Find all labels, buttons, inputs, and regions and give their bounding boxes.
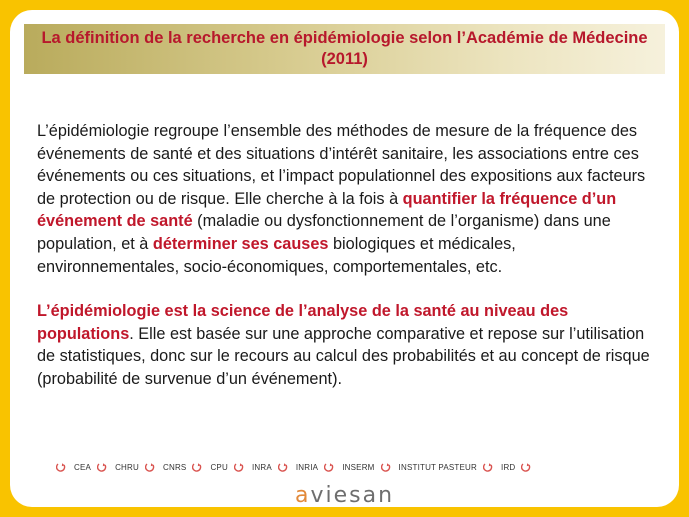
paragraph1-text2: (maladie ou dysfonctionnement de l’organisme) dans une population, et à <box>37 212 611 253</box>
slide-title: La définition de la recherche en épidémiologie selon l’Académie de Médecine (2011) <box>41 29 648 68</box>
partner-arrow-icon <box>521 462 531 472</box>
partner-name: INSTITUT PASTEUR <box>398 462 478 472</box>
paragraph1-text1: L’épidémiologie regroupe l’ensemble des méthodes de mesure de la fréquence des événements de santé et des situations d’intérêt sanitaire, les associations entre ces événements ou ces situations, et l’impact populationnel des expositions aux facteurs de protection ou de risque. Elle cherche à la fois à <box>37 122 646 208</box>
logo-accent-letter: a <box>294 483 311 508</box>
partner-arrow-icon <box>483 462 493 472</box>
partner-name: CHRU <box>115 462 139 472</box>
highlight-science: L’épidémiologie est la science de l’analyse de la santé au niveau des populations <box>37 302 569 343</box>
partner-arrow-icon <box>145 462 155 472</box>
logo-rest: viesan <box>310 483 395 508</box>
paragraph2-text1: . Elle est basée sur une approche comparative et repose sur l’utilisation de statistiques, donc sur le recours au calcul des probabilités et au concept de risque (probabilité de survenue d’un événement). <box>37 324 650 388</box>
partner-logos-bar <box>50 462 650 472</box>
partner-arrow-icon <box>56 462 66 472</box>
partner-arrow-icon <box>381 462 391 472</box>
paragraph-science <box>37 300 662 390</box>
partner-name: INRA <box>251 462 272 472</box>
paragraph1-text3: biologiques et médicales, environnementales, socio-économiques, comportementales, etc. <box>37 234 516 276</box>
partner-name: INSERM <box>342 462 375 472</box>
partner-arrow-icon <box>278 462 288 472</box>
partner-name: CNRS <box>162 462 187 472</box>
highlight-quantify: quantifier la fréquence d’un événement de santé <box>37 189 617 231</box>
partner-arrow-icon <box>97 462 107 472</box>
partner-arrow-icon <box>234 462 244 472</box>
partner-name: CPU <box>210 462 228 472</box>
partner-arrow-icon <box>192 462 202 472</box>
partner-name: IRD <box>501 462 516 472</box>
paragraph-definition <box>37 120 662 278</box>
partner-name: CEA <box>74 462 92 472</box>
aviesan-logo <box>0 483 689 508</box>
slide-body <box>37 120 662 391</box>
aviesan-logo-text <box>295 483 394 508</box>
partner-arrow-icon <box>324 462 334 472</box>
highlight-causes: déterminer ses causes <box>152 234 329 253</box>
slide-title-banner <box>24 24 665 74</box>
partner-name: INRIA <box>295 462 319 472</box>
